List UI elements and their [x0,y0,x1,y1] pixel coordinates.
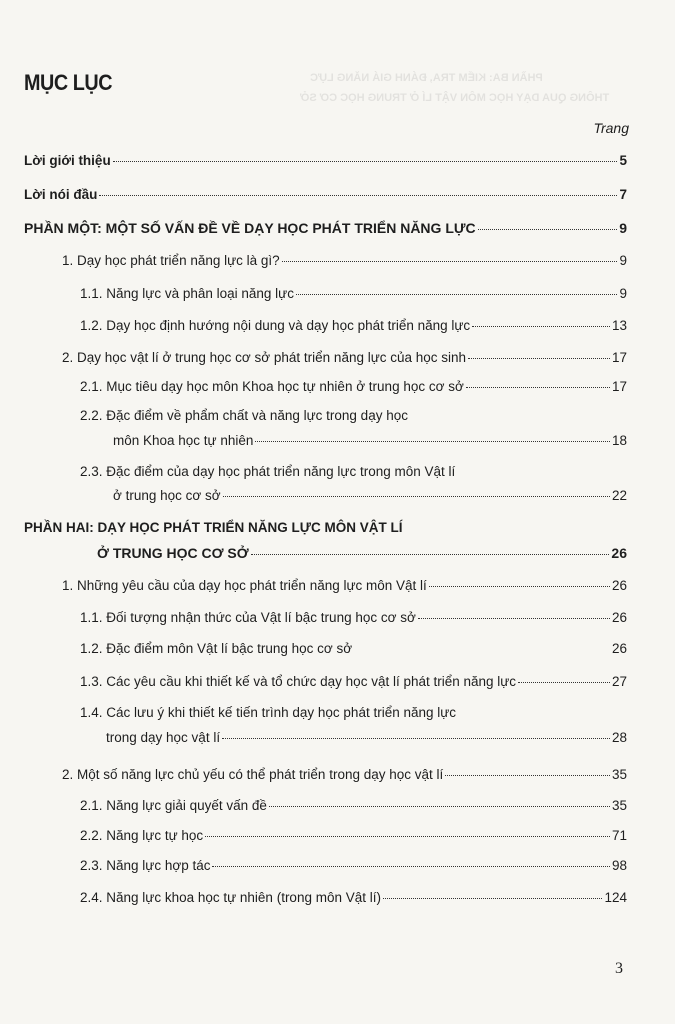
dot-leader [518,682,610,683]
toc-entry-page: 26 [611,641,627,656]
toc-entry-label: 1. Những yêu cầu của dạy học phát triển năng lực môn Vật lí [62,578,427,593]
dot-leader [478,229,618,230]
toc-entry[interactable] [80,827,627,844]
toc-entry[interactable] [80,640,627,657]
toc-entry-page: 9 [619,286,627,301]
toc-entry[interactable] [62,252,627,269]
toc-entry-label: 2. Một số năng lực chủ yếu có thể phát triển trong dạy học vật lí [62,767,444,782]
page-number: 3 [615,960,623,977]
toc-entry-label: 1.2. Đặc điểm môn Vật lí bậc trung học cơ sở [80,641,353,656]
toc-entry[interactable] [80,889,627,906]
toc-entry-label: 2.1. Năng lực giải quyết vấn đề [80,798,267,813]
toc-entry[interactable] [24,152,627,169]
toc-entry-page: 18 [611,433,627,448]
toc-entry-label-line2: môn Khoa học tự nhiên [113,433,254,448]
toc-entry-label-line1: 2.3. Đặc điểm của dạy học phát triển năng lực trong môn Vật lí [80,464,456,479]
toc-entry-label: 1.2. Dạy học định hướng nội dung và dạy học phát triển năng lực [80,318,471,333]
toc-entry-page: 71 [611,828,627,843]
toc-entry[interactable] [80,285,627,302]
dot-leader [296,294,618,295]
dot-leader [472,326,610,327]
toc-part-heading[interactable] [24,220,627,237]
toc-entry-line2 [113,487,627,504]
toc-entry-label: Lời nói đầu [24,187,98,202]
toc-entry-label-line1: 1.4. Các lưu ý khi thiết kế tiến trình dạy học phát triển năng lực [80,705,457,720]
toc-entry-label: 2.4. Năng lực khoa học tự nhiên (trong môn Vật lí) [80,890,381,905]
toc-entry[interactable] [62,349,627,366]
toc-entry-page: 22 [611,488,627,503]
toc-entry-page: 26 [611,545,627,561]
toc-entry-page: 35 [611,798,627,813]
toc-entry-page: 9 [619,253,627,268]
toc-entry-label: 1. Dạy học phát triển năng lực là gì? [62,253,280,268]
dot-leader [282,261,618,262]
toc-entry-label: PHẦN MỘT: MỘT SỐ VẤN ĐỀ VỀ DẠY HỌC PHÁT TRIỂN NĂNG LỰC [24,220,476,236]
toc-entry-page: 28 [611,730,627,745]
page-column-header: Trang [593,120,629,136]
toc-entry-page: 26 [611,578,627,593]
toc-entry-page: 9 [619,220,627,236]
toc-entry-page: 13 [611,318,627,333]
toc-entry[interactable] [80,797,627,814]
toc-entry-label: 2.1. Mục tiêu dạy học môn Khoa học tự nhiên ở trung học cơ sở [80,379,464,394]
dot-leader [466,387,610,388]
dot-leader [222,738,610,739]
toc-entry[interactable] [80,317,627,334]
bleed-through-text: THÔNG QUA DẠY HỌC MÔN VẬT LÍ Ở TRUNG HỌC CƠ SỞ [300,92,610,104]
dot-leader [429,586,610,587]
toc-entry-label-line2: trong dạy học vật lí [106,730,221,745]
dot-leader [468,358,610,359]
dot-leader [354,649,610,650]
toc-entry-page: 26 [611,610,627,625]
dot-leader [255,441,610,442]
toc-entry[interactable] [80,378,627,395]
toc-entry-line2 [113,432,627,449]
toc-entry-page: 17 [611,350,627,365]
toc-entry[interactable] [80,609,627,626]
toc-entry-line2 [97,545,627,562]
toc-entry-page: 27 [611,674,627,689]
toc-entry-line2 [106,729,627,746]
page-title: MỤC LỤC [24,70,113,95]
dot-leader [445,775,610,776]
dot-leader [223,496,610,497]
toc-entry[interactable] [62,577,627,594]
toc-entry-label: Lời giới thiệu [24,153,111,168]
toc-entry-page: 124 [604,890,627,905]
toc-entry[interactable] [62,766,627,783]
toc-entry-page: 17 [611,379,627,394]
dot-leader [418,618,610,619]
toc-entry-label-line2: ở trung học cơ sở [113,488,221,503]
toc-entry-page: 98 [611,858,627,873]
toc-entry-label: 2.3. Năng lực hợp tác [80,858,211,873]
toc-entry[interactable] [24,186,627,203]
dot-leader [251,554,610,555]
toc-entry-label: 2.2. Năng lực tự học [80,828,204,843]
toc-entry-label: 1.3. Các yêu cầu khi thiết kế và tổ chức dạy học vật lí phát triển năng lực [80,674,517,689]
toc-entry-label-line2: Ở TRUNG HỌC CƠ SỞ [97,545,249,561]
toc-entry-label: 1.1. Đối tượng nhận thức của Vật lí bậc trung học cơ sở [80,610,416,625]
dot-leader [99,195,617,196]
toc-entry-page: 7 [619,187,627,202]
toc-entry-label-line1: PHẦN HAI: DẠY HỌC PHÁT TRIỂN NĂNG LỰC MÔN VẬT LÍ [24,520,403,535]
toc-entry-label-line1: 2.2. Đặc điểm về phẩm chất và năng lực trong dạy học [80,408,408,423]
dot-leader [113,161,618,162]
bleed-through-text: PHẦN BA: KIỂM TRA, ĐÁNH GIÁ NĂNG LỰC [310,72,543,84]
dot-leader [383,898,602,899]
toc-entry-label: 1.1. Năng lực và phân loại năng lực [80,286,294,301]
dot-leader [269,806,610,807]
toc-entry-label: 2. Dạy học vật lí ở trung học cơ sở phát triển năng lực của học sinh [62,350,467,365]
dot-leader [212,866,610,867]
dot-leader [205,836,610,837]
toc-entry-page: 35 [611,767,627,782]
toc-entry[interactable] [80,673,627,690]
toc-entry[interactable] [80,857,627,874]
toc-entry-page: 5 [619,153,627,168]
